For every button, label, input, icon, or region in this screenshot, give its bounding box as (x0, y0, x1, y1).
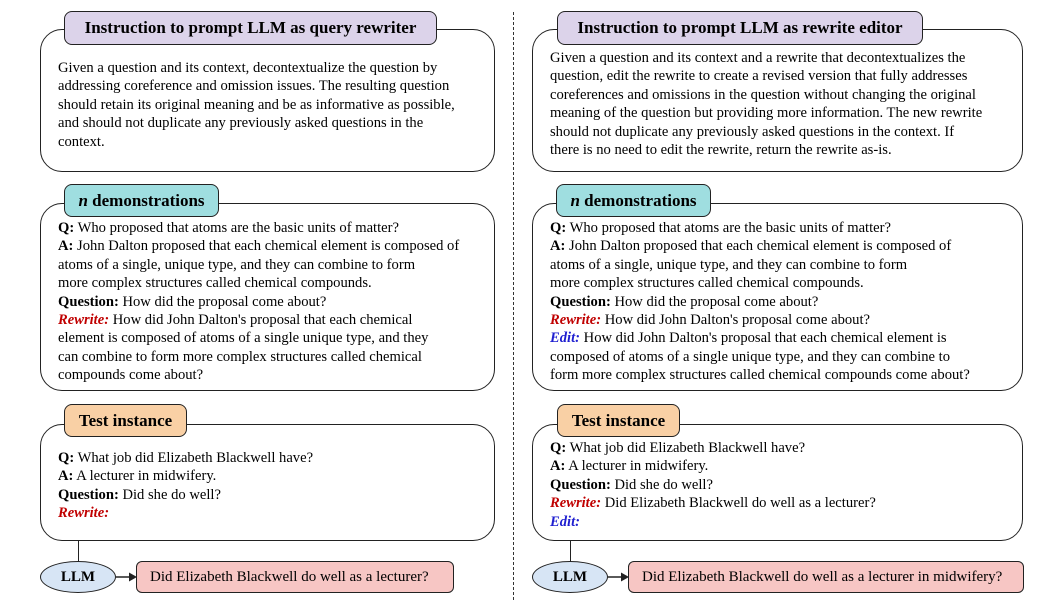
demo-rewrite-cont: compounds come about? (58, 367, 204, 384)
test-rewrite-line (550, 494, 1022, 512)
instruction-line: and should not duplicate any previously asked questions in the (58, 115, 424, 132)
test-q-line (550, 439, 1022, 457)
llm-output-box: Did Elizabeth Blackwell do well as a lecturer? (136, 561, 454, 593)
test-instance-tag: Test instance (64, 404, 187, 437)
arrow-icon (116, 571, 138, 583)
test-q-line (58, 449, 494, 467)
demonstrations-tag-n: n (570, 190, 580, 210)
demonstrations-tag (64, 184, 219, 217)
a-text: A lecturer in midwifery. (565, 458, 709, 475)
demo-edit-cont: form more complex structures called chemical compounds come about? (550, 367, 970, 384)
question-label: Question: (58, 293, 119, 310)
demonstrations-tag-label: demonstrations (579, 190, 697, 210)
rewrite-text: How did John Dalton's proposal that each chemical (109, 312, 413, 329)
instruction-line: addressing coreference and omission issues. The resulting question (58, 78, 450, 95)
demo-a-line (550, 237, 1022, 255)
instruction-box (40, 29, 495, 172)
demo-q-line (550, 219, 1022, 237)
instruction-line: coreferences and omissions in the question without changing the original (550, 86, 976, 103)
test-question-line (550, 476, 1022, 494)
rewrite-label: Rewrite: (550, 312, 602, 329)
a-label: A: (58, 468, 74, 485)
instruction-line: Given a question and its context, decontextualize the question by (58, 60, 438, 76)
a-label: A: (550, 238, 566, 255)
connector-line (78, 541, 79, 563)
demonstrations-tag (556, 184, 711, 217)
test-edit-line (550, 513, 1022, 531)
instruction-line: should retain its original meaning and be as informative as possible, (58, 96, 455, 113)
demo-rewrite-line (58, 311, 494, 329)
instruction-text (550, 49, 1022, 159)
demo-question-line (58, 293, 494, 311)
question-text: Did she do well? (610, 476, 713, 493)
llm-output-box: Did Elizabeth Blackwell do well as a lecturer in midwifery? (628, 561, 1024, 593)
rewrite-editor-panel (492, 0, 1041, 608)
q-text: Who proposed that atoms are the basic units of matter? (566, 220, 891, 236)
test-question-line (58, 486, 494, 504)
llm-node: LLM (532, 561, 608, 593)
demo-q-line (58, 219, 494, 237)
demonstrations-box (532, 203, 1023, 391)
instruction-line: meaning of the question but providing more information. The new rewrite (550, 105, 983, 122)
instruction-text (58, 59, 494, 151)
test-instance-tag: Test instance (557, 404, 680, 437)
edit-label: Edit: (550, 513, 580, 530)
question-label: Question: (58, 486, 119, 503)
question-text: How did the proposal come about? (610, 293, 819, 310)
demonstrations-box (40, 203, 495, 391)
rewrite-text: How did John Dalton's proposal come about? (601, 312, 871, 329)
demonstrations-tag-label: demonstrations (87, 190, 205, 210)
demo-question-line (550, 293, 1022, 311)
q-label: Q: (550, 220, 567, 236)
q-text: What job did Elizabeth Blackwell have? (74, 450, 314, 466)
q-label: Q: (58, 450, 75, 466)
instruction-line: there is no need to edit the rewrite, return the rewrite as-is. (550, 142, 892, 159)
edit-label: Edit: (550, 330, 580, 347)
instruction-tag: Instruction to prompt LLM as rewrite editor (557, 11, 923, 45)
demo-rewrite-cont: element is composed of atoms of a single unique type, and they (58, 330, 429, 347)
demo-edit-cont: composed of atoms of a single unique type, and they can combine to (550, 348, 951, 365)
test-instance-box (40, 424, 495, 541)
rewrite-label: Rewrite: (550, 495, 602, 512)
test-rewrite-line (58, 504, 494, 522)
demo-a-cont: atoms of a single, unique type, and they can combine to form (550, 256, 908, 273)
a-text: A lecturer in midwifery. (73, 468, 217, 485)
rewrite-label: Rewrite: (58, 312, 110, 329)
a-text: John Dalton proposed that each chemical element is composed of (565, 238, 952, 255)
question-label: Question: (550, 476, 611, 493)
edit-text: How did John Dalton's proposal that each chemical element is (580, 330, 947, 347)
q-label: Q: (58, 220, 75, 236)
demo-rewrite-cont: can combine to form more complex structures called chemical (58, 348, 422, 365)
question-text: How did the proposal come about? (118, 293, 327, 310)
a-label: A: (550, 458, 566, 475)
demonstrations-tag-n: n (78, 190, 88, 210)
instruction-line: question, edit the rewrite to create a revised version that fully addresses (550, 68, 968, 85)
test-a-line (58, 467, 494, 485)
connector-line (570, 541, 571, 563)
demo-rewrite-line (550, 311, 1022, 329)
test-instance-box (532, 424, 1023, 541)
demo-a-cont: more complex structures called chemical compounds. (58, 275, 372, 292)
query-rewriter-panel (0, 0, 500, 608)
arrow-icon (608, 571, 630, 583)
demo-edit-line (550, 329, 1022, 347)
llm-node: LLM (40, 561, 116, 593)
a-text: John Dalton proposed that each chemical element is composed of (73, 238, 460, 255)
demo-a-cont: atoms of a single, unique type, and they can combine to form (58, 256, 416, 273)
test-a-line (550, 457, 1022, 475)
question-label: Question: (550, 293, 611, 310)
q-text: Who proposed that atoms are the basic units of matter? (74, 220, 399, 236)
question-text: Did she do well? (118, 486, 221, 503)
demo-a-cont: more complex structures called chemical compounds. (550, 275, 864, 292)
q-text: What job did Elizabeth Blackwell have? (566, 440, 806, 456)
demo-a-line (58, 237, 494, 255)
instruction-box (532, 29, 1023, 172)
a-label: A: (58, 238, 74, 255)
instruction-line: context. (58, 133, 105, 150)
instruction-tag: Instruction to prompt LLM as query rewriter (64, 11, 437, 45)
instruction-line: should not duplicate any previously asked questions in the context. If (550, 123, 955, 140)
q-label: Q: (550, 440, 567, 456)
rewrite-label: Rewrite: (58, 505, 110, 522)
instruction-line: Given a question and its context and a rewrite that decontextualizes the (550, 50, 966, 66)
rewrite-text: Did Elizabeth Blackwell do well as a lecturer? (601, 495, 876, 512)
